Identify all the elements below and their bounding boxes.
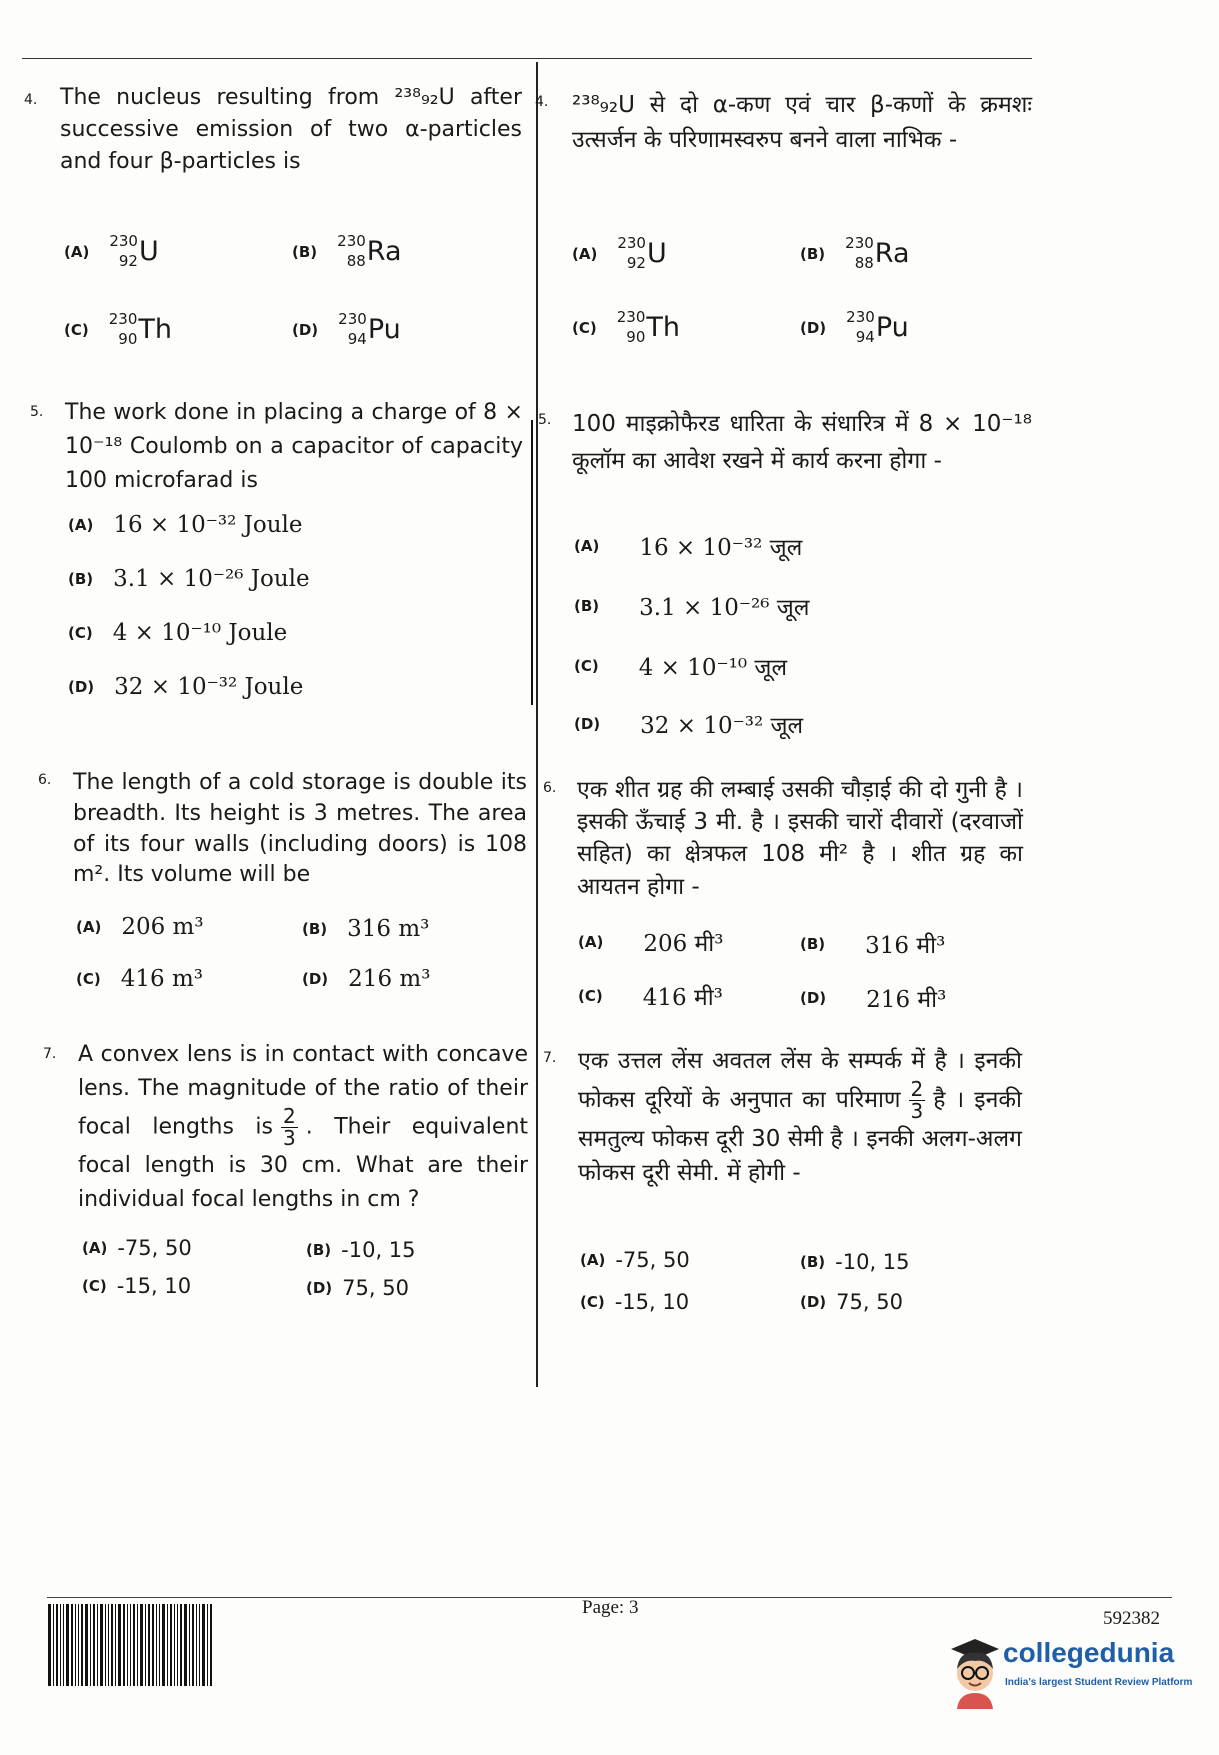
barcode-icon: [48, 1604, 260, 1686]
fraction-denominator: 3: [910, 1098, 924, 1123]
q6-text-hi: एक शीत ग्रह की लम्बाई उसकी चौड़ाई की दो गुनी है । इसकी ऊँचाई 3 मी. है । इसकी चारों दीवारों (दरवाजों सहित) का क्षेत्रफल 108 मी² है । शीत ग्रह का आयतन होगा -: [577, 777, 1023, 900]
option-label: (B): [800, 244, 826, 263]
q4-option-c-en[interactable]: [64, 310, 172, 349]
option-label: (B): [800, 1253, 826, 1271]
option-value: 3.1 × 10⁻²⁶ Joule: [113, 566, 310, 592]
q7-option-c-en[interactable]: [82, 1274, 191, 1298]
atomic-number: 88: [346, 251, 366, 270]
mass-number: 230: [109, 232, 138, 250]
mass-number: 230: [846, 308, 875, 326]
option-label: (C): [64, 320, 89, 339]
top-rule: [22, 58, 1032, 59]
q7-option-d-hi[interactable]: [800, 1290, 903, 1314]
student-mascot-icon: [945, 1633, 1001, 1709]
ratio-fraction: [909, 1076, 926, 1123]
mass-number: 230: [337, 232, 366, 250]
option-value: 416 मी³: [642, 985, 723, 1011]
q4-number-hi: 4.: [535, 94, 549, 110]
fraction-numerator: 2: [910, 1076, 924, 1101]
q5-number-hi: 5.: [538, 412, 552, 428]
fraction-numerator: 2: [283, 1104, 296, 1129]
option-value: 316 m³: [347, 916, 430, 942]
q5-option-a-hi[interactable]: [574, 530, 802, 562]
option-label: (C): [578, 987, 603, 1005]
option-label: (A): [580, 1251, 606, 1269]
q4-option-a-en[interactable]: [64, 232, 159, 271]
nuclide: [109, 310, 172, 349]
q4-option-c-hi[interactable]: [572, 308, 680, 347]
option-label: (B): [574, 597, 600, 615]
q7-option-a-en[interactable]: [82, 1236, 192, 1260]
q4-option-b-hi[interactable]: [800, 234, 910, 273]
collegedunia-logo: [945, 1633, 1193, 1713]
q6-option-b-en[interactable]: [302, 916, 429, 942]
brand-tagline: India's largest Student Review Platform: [1005, 1677, 1193, 1688]
option-label: (A): [578, 933, 604, 951]
option-value: 206 मी³: [643, 931, 724, 957]
q5-option-d-hi[interactable]: [574, 708, 803, 740]
q5-option-a-en[interactable]: [68, 512, 303, 538]
column-divider-thick: [531, 420, 533, 705]
nuclide: [845, 234, 909, 273]
option-value: 16 × 10⁻³² Joule: [113, 512, 303, 538]
q6-option-d-hi[interactable]: [800, 982, 946, 1014]
element-symbol: Th: [138, 314, 172, 345]
option-label: (B): [68, 570, 94, 588]
option-value: -75, 50: [615, 1248, 690, 1272]
option-value: -10, 15: [835, 1250, 910, 1274]
option-label: (D): [800, 1293, 827, 1311]
ratio-fraction: [281, 1106, 298, 1149]
atomic-number: 94: [855, 327, 875, 346]
q5-number-en: 5.: [30, 404, 44, 420]
q5-text-hi: 100 माइक्रोफैरड धारिता के संधारित्र में 8 × 10⁻¹⁸ कूलॉम का आवेश रखने में कार्य करना होगा -: [572, 411, 1032, 474]
option-label: (C): [68, 624, 93, 642]
element-symbol: U: [138, 236, 159, 267]
atomic-number: 92: [626, 253, 646, 272]
option-label: (C): [574, 657, 599, 675]
q7-option-b-en[interactable]: [306, 1238, 416, 1262]
q7-option-a-hi[interactable]: [580, 1248, 690, 1272]
atomic-number: 90: [626, 327, 646, 346]
option-value: 216 मी³: [866, 987, 947, 1013]
atomic-number: 94: [347, 329, 367, 348]
q5-text-en: The work done in placing a charge of 8 × 10⁻¹⁸ Coulomb on a capacitor of capacity 100 microfarad is: [65, 400, 523, 494]
atomic-number: 92: [118, 251, 138, 270]
column-divider: [536, 62, 538, 1387]
q7-text-hi-part1: एक उत्तल लेंस अवतल लेंस के सम्पर्क में है । इनकी फोकस दूरियों के अनुपात का परिमाण: [578, 1048, 1022, 1113]
q7-text-en-part1: A convex lens is in contact with concave lens. The magnitude of the ratio of their focal lengths is: [78, 1042, 528, 1140]
atomic-number: 90: [118, 329, 138, 348]
nuclide: [617, 234, 666, 273]
mass-number: 230: [108, 310, 138, 328]
option-value: 4 × 10⁻¹⁰ जूल: [638, 655, 788, 681]
nuclide: [846, 308, 909, 347]
option-value: -15, 10: [614, 1290, 690, 1314]
option-label: (A): [76, 918, 102, 936]
option-value: 316 मी³: [865, 933, 946, 959]
mass-number: 230: [338, 310, 367, 328]
page-number: Page: 3: [582, 1597, 639, 1618]
q5-option-d-en[interactable]: [68, 674, 303, 700]
nuclide: [109, 232, 158, 271]
option-label: (A): [572, 244, 598, 263]
q6-number-en: 6.: [38, 772, 52, 788]
element-symbol: U: [646, 238, 667, 269]
option-value: 75, 50: [342, 1276, 409, 1300]
q7-text-hi-part2: है । इनकी समतुल्य फोकस दूरी 30 सेमी है । इनकी अलग-अलग फोकस दूरी सेमी. में होगी -: [578, 1086, 1022, 1186]
q7-option-b-hi[interactable]: [800, 1250, 910, 1274]
q7-option-d-en[interactable]: [306, 1276, 409, 1300]
option-value: 3.1 × 10⁻²⁶ जूल: [639, 595, 810, 621]
option-label: (D): [292, 320, 319, 339]
q4-option-b-en[interactable]: [292, 232, 402, 271]
option-label: (A): [68, 516, 94, 534]
q4-option-d-hi[interactable]: [800, 308, 909, 347]
q7-option-c-hi[interactable]: [580, 1290, 689, 1314]
option-value: -10, 15: [341, 1238, 416, 1262]
q6-option-d-en[interactable]: [302, 966, 430, 992]
q4-option-d-en[interactable]: [292, 310, 401, 349]
option-label: (C): [572, 318, 597, 337]
element-symbol: Ra: [366, 236, 402, 267]
q7-text-hi: [578, 1044, 1022, 1191]
option-label: (A): [574, 537, 600, 555]
q7-text-en: [78, 1038, 528, 1217]
atomic-number: 88: [854, 253, 874, 272]
fraction-denominator: 3: [283, 1126, 296, 1151]
option-label: (B): [292, 242, 318, 261]
option-value: 416 m³: [120, 966, 203, 992]
option-label: (D): [302, 970, 329, 988]
q4-text-en: The nucleus resulting from ²³⁸₉₂U after successive emission of two α-particles and four β-particles is: [60, 85, 522, 174]
q6-text-en: The length of a cold storage is double its breadth. Its height is 3 metres. The area of its four walls (including doors) is 108 m². Its volume will be: [73, 770, 527, 888]
option-label: (D): [306, 1279, 333, 1297]
nuclide: [337, 232, 401, 271]
mass-number: 230: [616, 308, 646, 326]
q5-option-c-hi[interactable]: [574, 650, 787, 682]
option-label: (D): [574, 715, 601, 733]
option-label: (B): [302, 920, 328, 938]
option-label: (D): [800, 318, 827, 337]
q7-number-hi: 7.: [543, 1050, 557, 1066]
option-label: (B): [800, 935, 826, 953]
option-value: 216 m³: [348, 966, 431, 992]
q6-option-a-en[interactable]: [76, 914, 204, 940]
option-value: 16 × 10⁻³² जूल: [639, 535, 803, 561]
element-symbol: Ra: [874, 238, 910, 269]
option-label: (C): [82, 1277, 107, 1295]
option-label: (A): [64, 242, 90, 261]
q6-option-a-hi[interactable]: [578, 926, 723, 958]
option-value: 32 × 10⁻³² जूल: [640, 713, 804, 739]
q4-text-hi: ²³⁸₉₂U से दो α-कण एवं चार β-कणों के क्रमशः उत्सर्जन के परिणामस्वरुप बनने वाला नाभिक -: [572, 92, 1032, 153]
q7-number-en: 7.: [43, 1046, 57, 1062]
q6-option-c-hi[interactable]: [578, 980, 723, 1012]
option-label: (C): [580, 1293, 605, 1311]
option-label: (C): [76, 970, 101, 988]
option-label: (B): [306, 1241, 332, 1259]
q4-option-a-hi[interactable]: [572, 234, 667, 273]
option-value: 75, 50: [836, 1290, 903, 1314]
option-label: (D): [68, 678, 95, 696]
q7-text-en-part2: . Their equivalent focal length is 30 cm. What are their individual focal lengths in cm ?: [78, 1114, 529, 1213]
q6-number-hi: 6.: [543, 780, 557, 796]
paper-code: 592382: [1103, 1608, 1160, 1629]
q4-number-en: 4.: [24, 92, 38, 108]
q6-option-b-hi[interactable]: [800, 928, 945, 960]
option-label: (A): [82, 1239, 108, 1257]
q6-option-c-en[interactable]: [76, 966, 203, 992]
q5-option-b-hi[interactable]: [574, 590, 809, 622]
option-value: 4 × 10⁻¹⁰ Joule: [112, 620, 288, 646]
option-value: -75, 50: [117, 1236, 192, 1260]
option-value: 32 × 10⁻³² Joule: [114, 674, 304, 700]
option-value: -15, 10: [116, 1274, 192, 1298]
q5-option-b-en[interactable]: [68, 566, 310, 592]
nuclide: [617, 308, 680, 347]
nuclide: [338, 310, 401, 349]
mass-number: 230: [617, 234, 646, 252]
mass-number: 230: [845, 234, 874, 252]
q5-option-c-en[interactable]: [68, 620, 287, 646]
brand-name: collegedunia: [1003, 1637, 1175, 1668]
element-symbol: Pu: [367, 314, 401, 345]
option-value: 206 m³: [121, 914, 204, 940]
element-symbol: Pu: [875, 312, 909, 343]
element-symbol: Th: [646, 312, 680, 343]
option-label: (D): [800, 989, 827, 1007]
